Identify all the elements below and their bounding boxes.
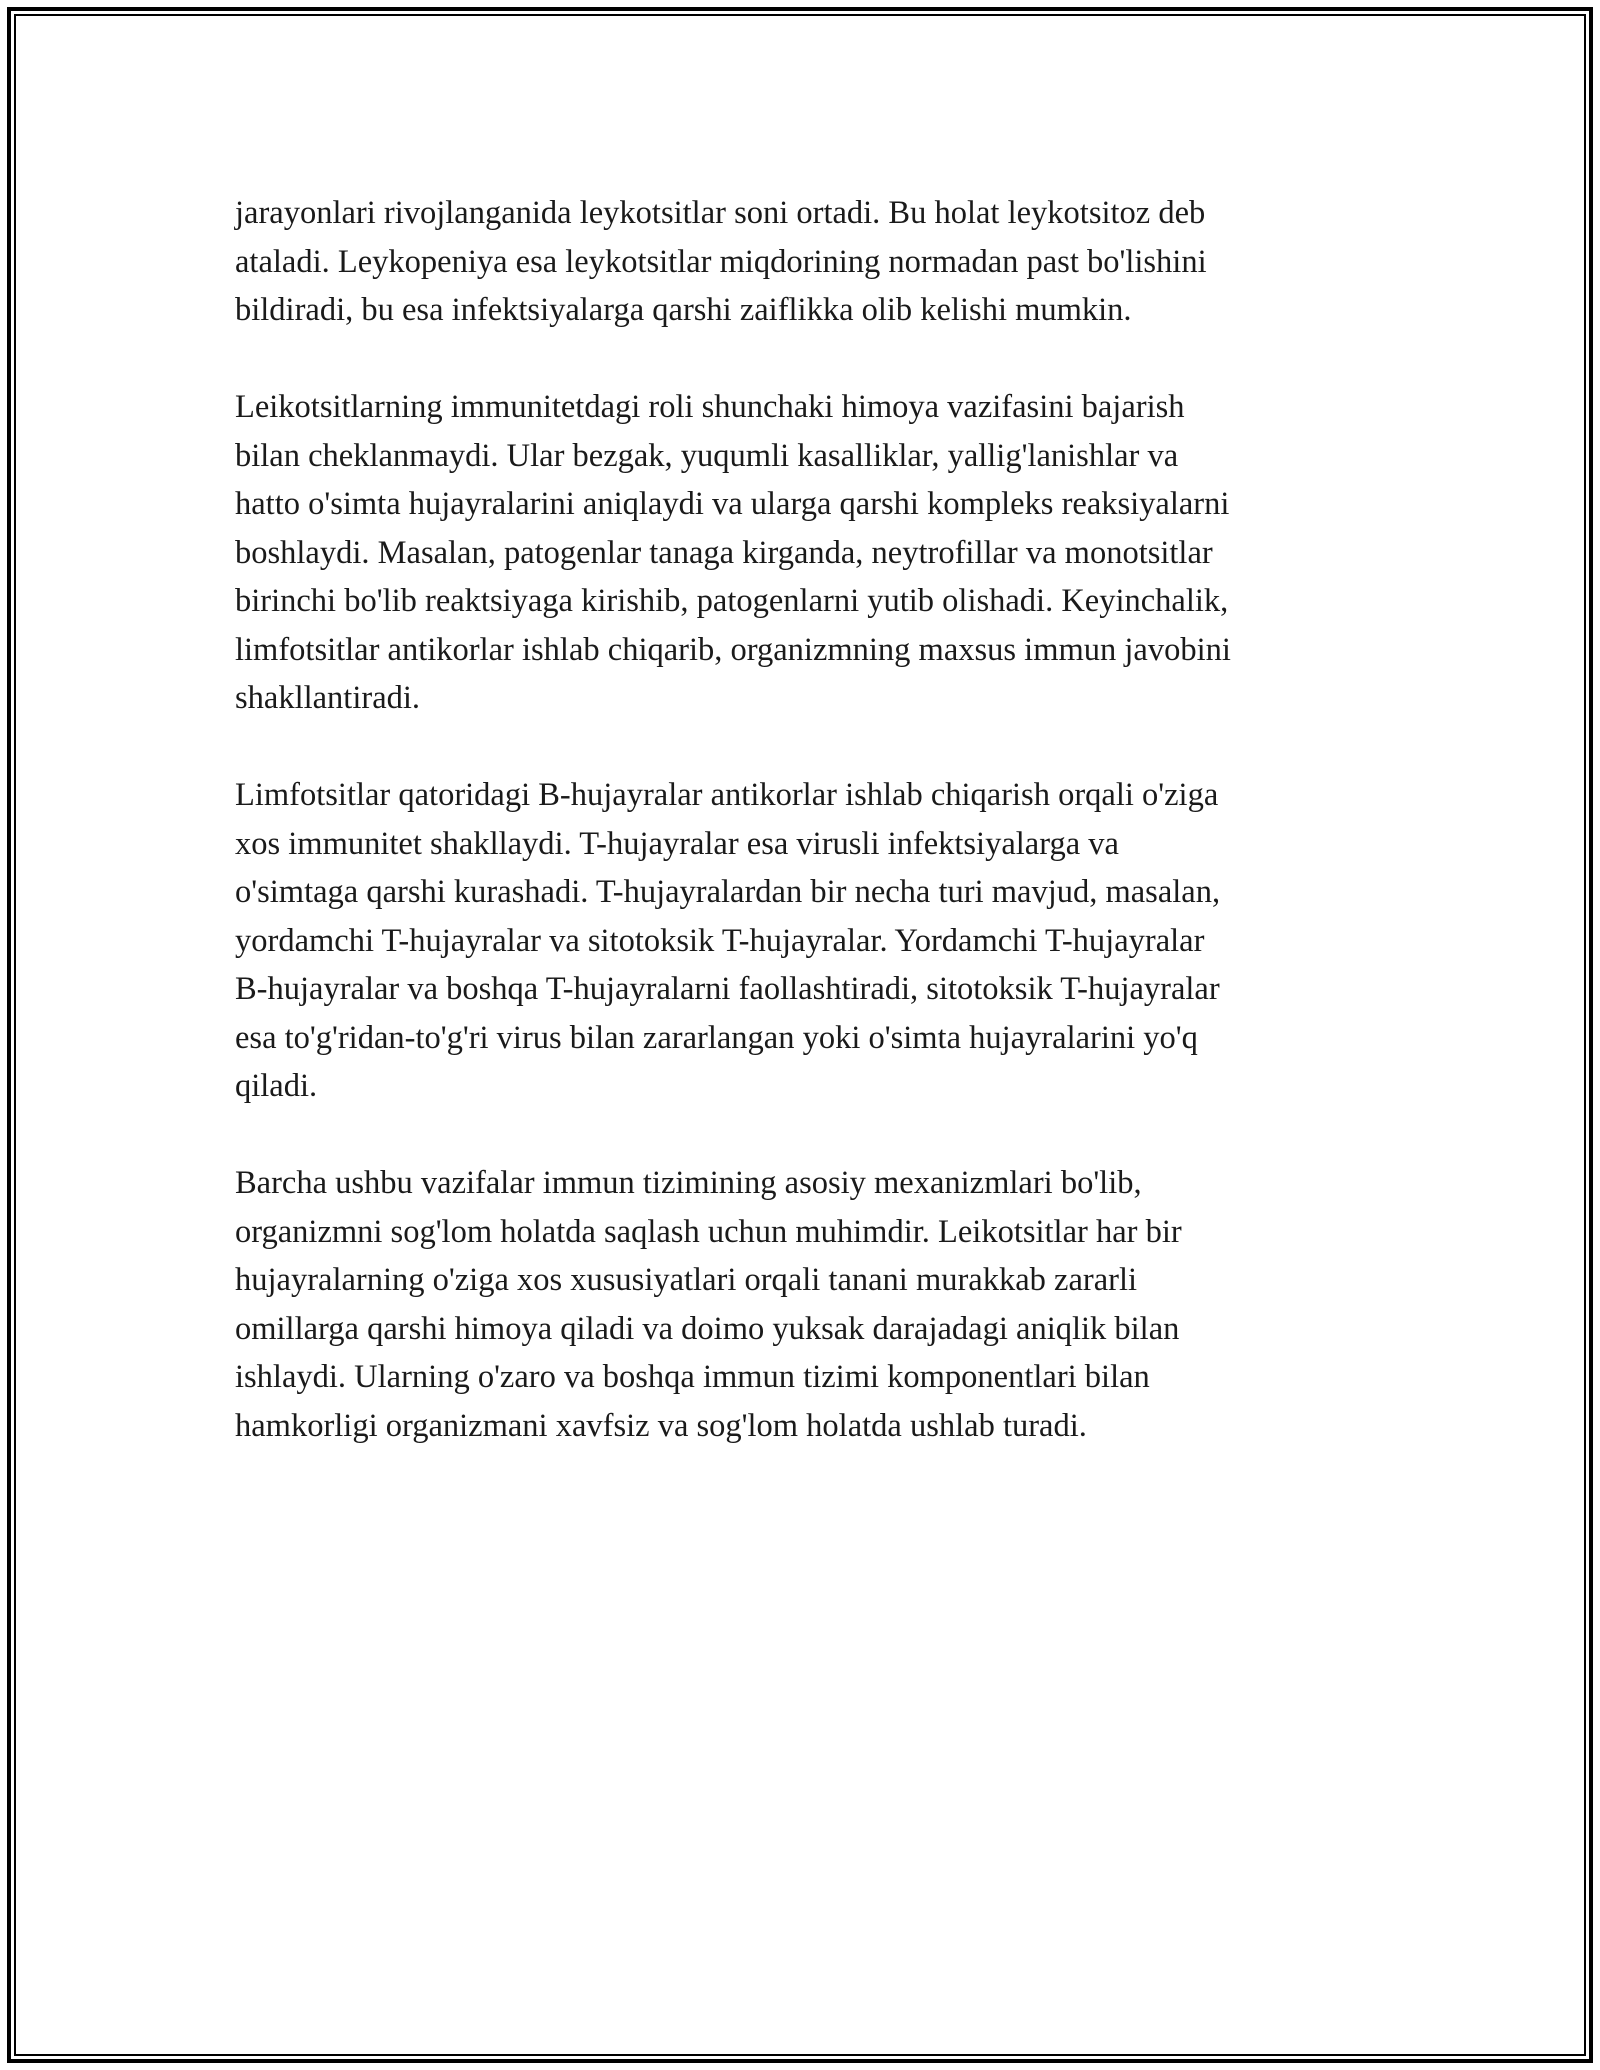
text-line: hujayralarning o'ziga xos xususiyatlari orqali tanani murakkab zararli: [235, 1262, 1138, 1298]
text-line: Barcha ushbu vazifalar immun tizimining asosiy mexanizmlari bo'lib,: [235, 1165, 1142, 1201]
text-line: hamkorligi organizmani xavfsiz va sog'lom holatda ushlab turadi.: [235, 1407, 1087, 1444]
text-line: xos immunitet shakllaydi. T-hujayralar esa virusli infektsiyalarga va: [235, 825, 1119, 862]
text-line: ataladi. Leykopeniya esa leykotsitlar miqdorining normadan past bo'lishini: [235, 243, 1207, 280]
text-line: limfotsitlar antikorlar ishlab chiqarib, organizmning maxsus immun javobini: [235, 631, 1231, 668]
paragraph-4: [235, 1159, 1385, 1450]
text-line: omillarga qarshi himoya qiladi va doimo yuksak darajadagi aniqlik bilan: [235, 1310, 1180, 1347]
text-line: bildiradi, bu esa infektsiyalarga qarshi zaiflikka olib kelishi mumkin.: [235, 292, 1132, 328]
text-line: Leikotsitlarning immunitetdagi roli shunchaki himoya vazifasini bajarish: [235, 389, 1185, 425]
paragraph-1: [235, 189, 1385, 335]
text-line: Limfotsitlar qatoridagi B-hujayralar antikorlar ishlab chiqarish orqali o'ziga: [235, 777, 1219, 813]
text-line: bilan cheklanmaydi. Ular bezgak, yuqumli kasalliklar, yallig'lanishlar va: [235, 437, 1179, 474]
text-line: hatto o'simta hujayralarini aniqlaydi va ularga qarshi kompleks reaksiyalarni: [235, 486, 1230, 522]
text-line: esa to'g'ridan-to'g'ri virus bilan zararlangan yoki o'simta hujayralarini yo'q: [235, 1019, 1198, 1056]
text-line: organizmni sog'lom holatda saqlash uchun muhimdir. Leikotsitlar har bir: [235, 1213, 1182, 1250]
paragraph-2: [235, 383, 1385, 723]
text-line: jarayonlari rivojlanganida leykotsitlar soni ortadi. Bu holat leykotsitoz deb: [235, 195, 1206, 231]
text-line: shakllantiradi.: [235, 680, 421, 716]
document-body: [235, 189, 1385, 1499]
text-line: birinchi bo'lib reaktsiyaga kirishib, patogenlarni yutib olishadi. Keyinchalik,: [235, 583, 1229, 619]
text-line: ishlaydi. Ularning o'zaro va boshqa immun tizimi komponentlari bilan: [235, 1359, 1150, 1395]
text-line: o'simtaga qarshi kurashadi. T-hujayralardan bir necha turi mavjud, masalan,: [235, 874, 1221, 910]
paragraph-3: [235, 771, 1385, 1111]
text-line: yordamchi T-hujayralar va sitotoksik T-hujayralar. Yordamchi T-hujayralar: [235, 922, 1205, 959]
text-line: B-hujayralar va boshqa T-hujayralarni faollashtiradi, sitotoksik T-hujayralar: [235, 971, 1220, 1007]
text-line: qiladi.: [235, 1068, 318, 1104]
text-line: boshlaydi. Masalan, patogenlar tanaga kirganda, neytrofillar va monotsitlar: [235, 534, 1213, 571]
